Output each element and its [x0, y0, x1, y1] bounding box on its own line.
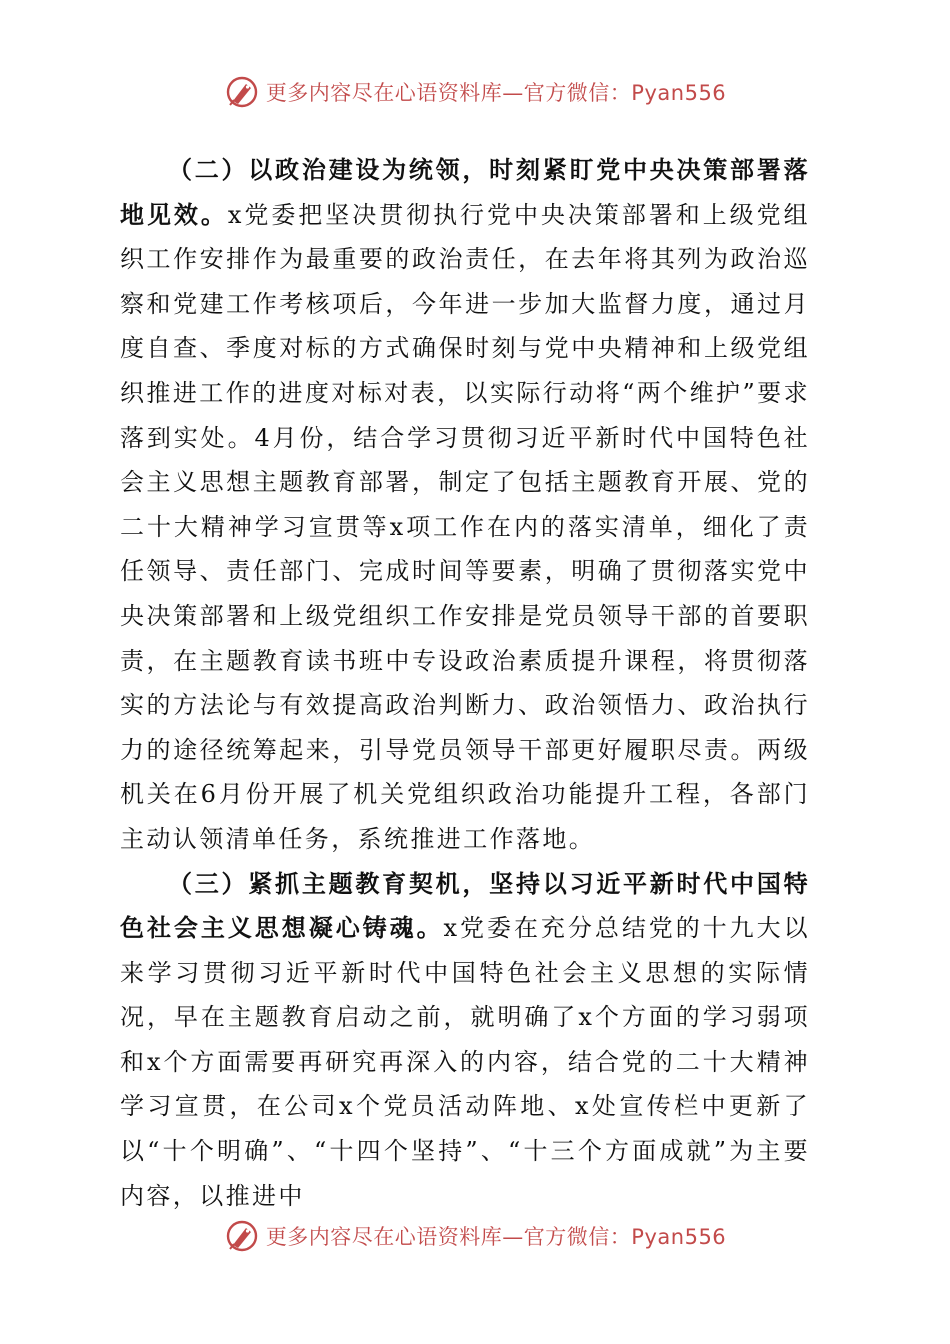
document-body [120, 148, 810, 1218]
footer-banner [0, 1216, 950, 1256]
paragraph-heading: （二）以政治建设为统领，时刻紧盯党中央决策部署落地见效。 [120, 155, 810, 229]
banner-text: 更多内容尽在心语资料库—官方微信：Pyan556 [265, 81, 727, 105]
paragraph-theme-education [120, 862, 810, 1219]
paragraph-political-building [120, 148, 810, 862]
header-banner [0, 72, 950, 112]
pen-nib-circle-icon [224, 1218, 260, 1254]
paragraph-heading: （三）紧抓主题教育契机，坚持以习近平新时代中国特色社会主义思想凝心铸魂。 [120, 868, 810, 943]
paragraph-text: x党委把坚决贯彻执行党中央决策部署和上级党组织工作安排作为最重要的政治责任，在去年将其列为政治巡察和党建工作考核项后，今年进一步加大监督力度，通过月度自查、季度对标的方式确保时刻与党中央精神和上级党组织推进工作的进度对标对表，以实际行动将“两个维护”要求落到实处。4月份，结合学习贯彻习近平新时代中国特色社会主义思想主题教育部署，制定了包括主题教育开展、党的二十大精神学习宣贯等x项工作在内的落实清单，细化了责任领导、责任部门、完成时间等要素，明确了贯彻落实党中央决策部署和上级党组织工作安排是党员领导干部的首要职责，在主题教育读书班中专设政治素质提升课程，将贯彻落实的方法论与有效提高政治判断力、政治领悟力、政治执行力的途径统筹起来，引导党员领导干部更好履职尽责。两级机关在6月份开展了机关党组织政治功能提升工程，各部门主动认领清单任务，系统推进工作落地。 [120, 200, 810, 853]
banner-text: 更多内容尽在心语资料库—官方微信：Pyan556 [265, 1225, 727, 1249]
pen-nib-circle-icon [224, 74, 260, 110]
paragraph-text: x党委在充分总结党的十九大以来学习贯彻习近平新时代中国特色社会主义思想的实际情况，早在主题教育启动之前，就明确了x个方面的学习弱项和x个方面需要再研究再深入的内容，结合党的二十大精神学习宣贯，在公司x个党员活动阵地、x处宣传栏中更新了以“十个明确”、“十四个坚持”、“十三个方面成就”为主要内容，以推进中 [120, 914, 810, 1210]
